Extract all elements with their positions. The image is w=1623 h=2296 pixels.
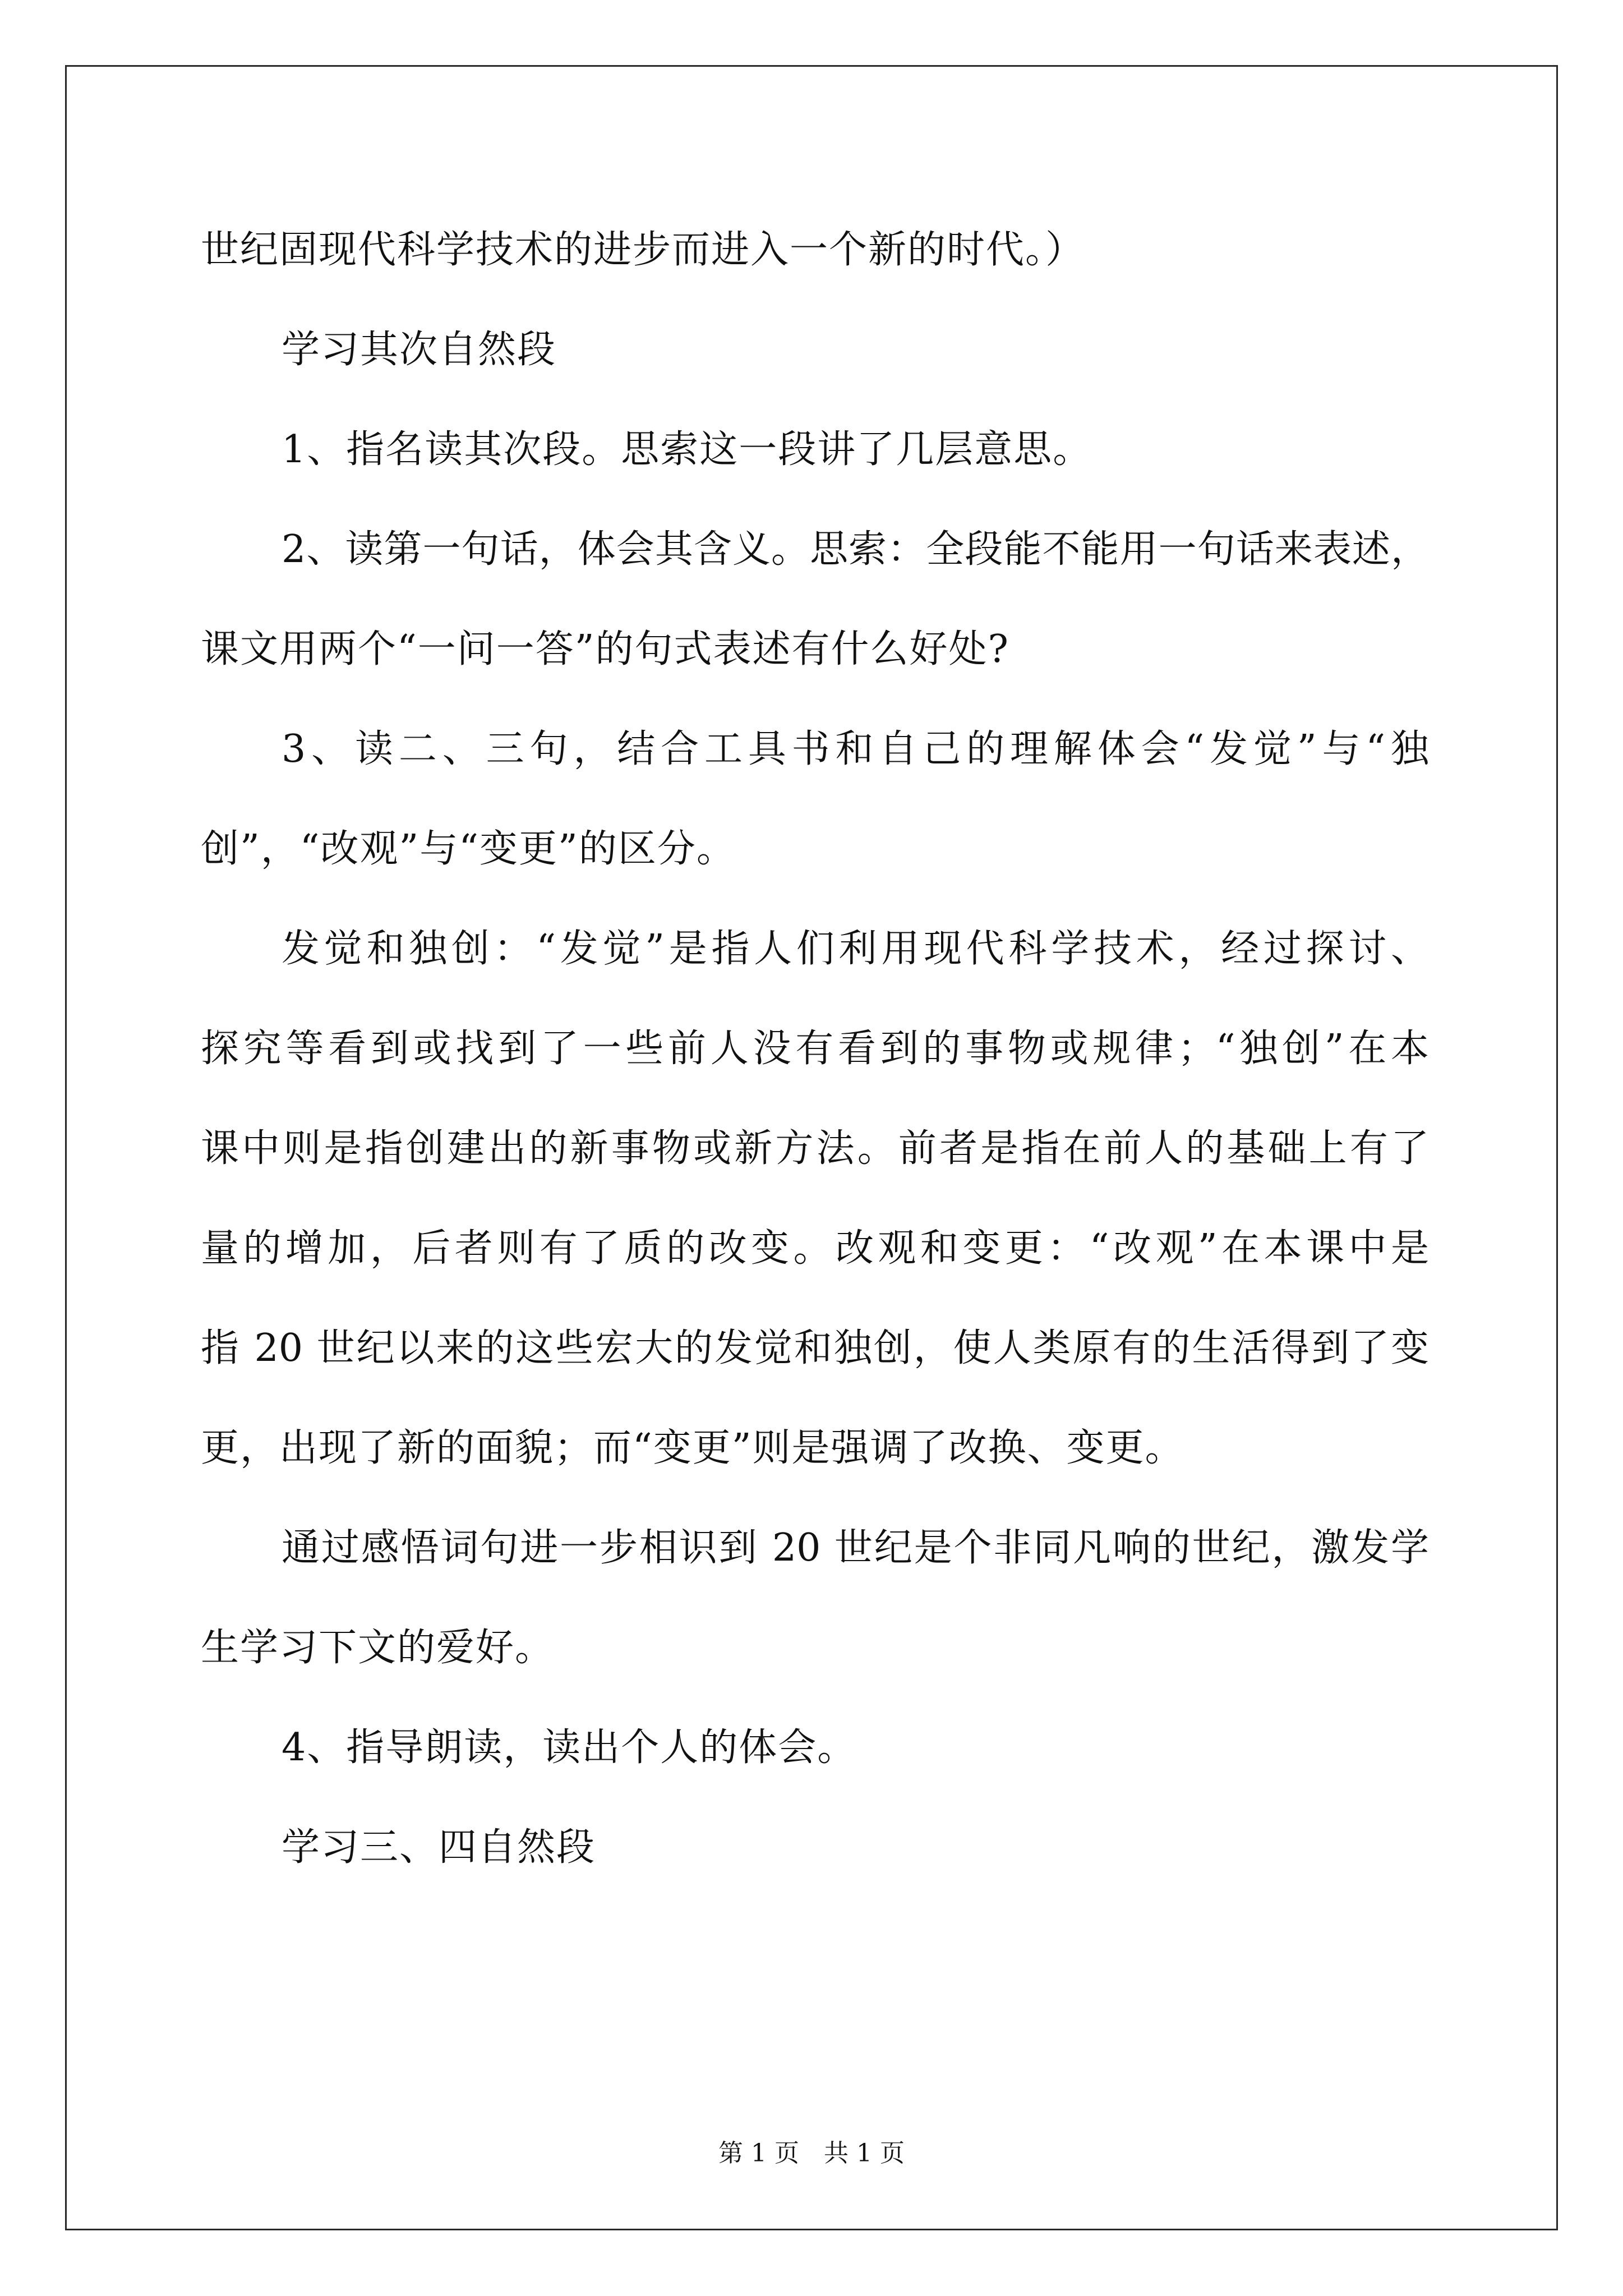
text-line: 指 20 世纪以来的这些宏大的发觉和独创，使人类原有的生活得到了变 <box>201 1326 1429 1370</box>
text-line: 课中则是指创建出的新事物或新方法。前者是指在前人的基础上有了 <box>201 1126 1429 1171</box>
text-line: 4、指导朗读，读出个人的体会。 <box>282 1726 857 1770</box>
section-heading: 学习三、四自然段 <box>282 1825 596 1870</box>
section-heading: 学习其次自然段 <box>282 328 557 372</box>
text-line: 量的增加，后者则有了质的改变。改观和变更：“改观”在本课中是 <box>201 1226 1429 1271</box>
text-line: 创”，“改观”与“变更”的区分。 <box>201 827 736 871</box>
text-line: 1、指名读其次段。思索这一段讲了几层意思。 <box>282 427 1092 472</box>
text-line: 更，出现了新的面貌；而“变更”则是强调了改换、变更。 <box>201 1426 1184 1470</box>
text-line: 世纪固现代科学技术的进步而进入一个新的时代。） <box>201 228 1085 272</box>
page-number: 第 1 页 共 1 页 <box>718 2139 905 2168</box>
text-line: 生学习下文的爱好。 <box>201 1626 555 1670</box>
text-line: 课文用两个“一问一答”的句式表述有什么好处? <box>201 627 1009 671</box>
text-line: 发觉和独创：“发觉”是指人们利用现代科学技术，经过探讨、 <box>282 927 1429 971</box>
text-line: 3、读二、三句，结合工具书和自己的理解体会“发觉”与“独 <box>282 727 1429 771</box>
text-line: 通过感悟词句进一步相识到 20 世纪是个非同凡响的世纪，激发学 <box>282 1526 1429 1570</box>
text-line: 2、读第一句话，体会其含义。思索：全段能不能用一句话来表述， <box>282 527 1429 572</box>
text-line: 探究等看到或找到了一些前人没有看到的事物或规律；“独创”在本 <box>201 1027 1429 1071</box>
